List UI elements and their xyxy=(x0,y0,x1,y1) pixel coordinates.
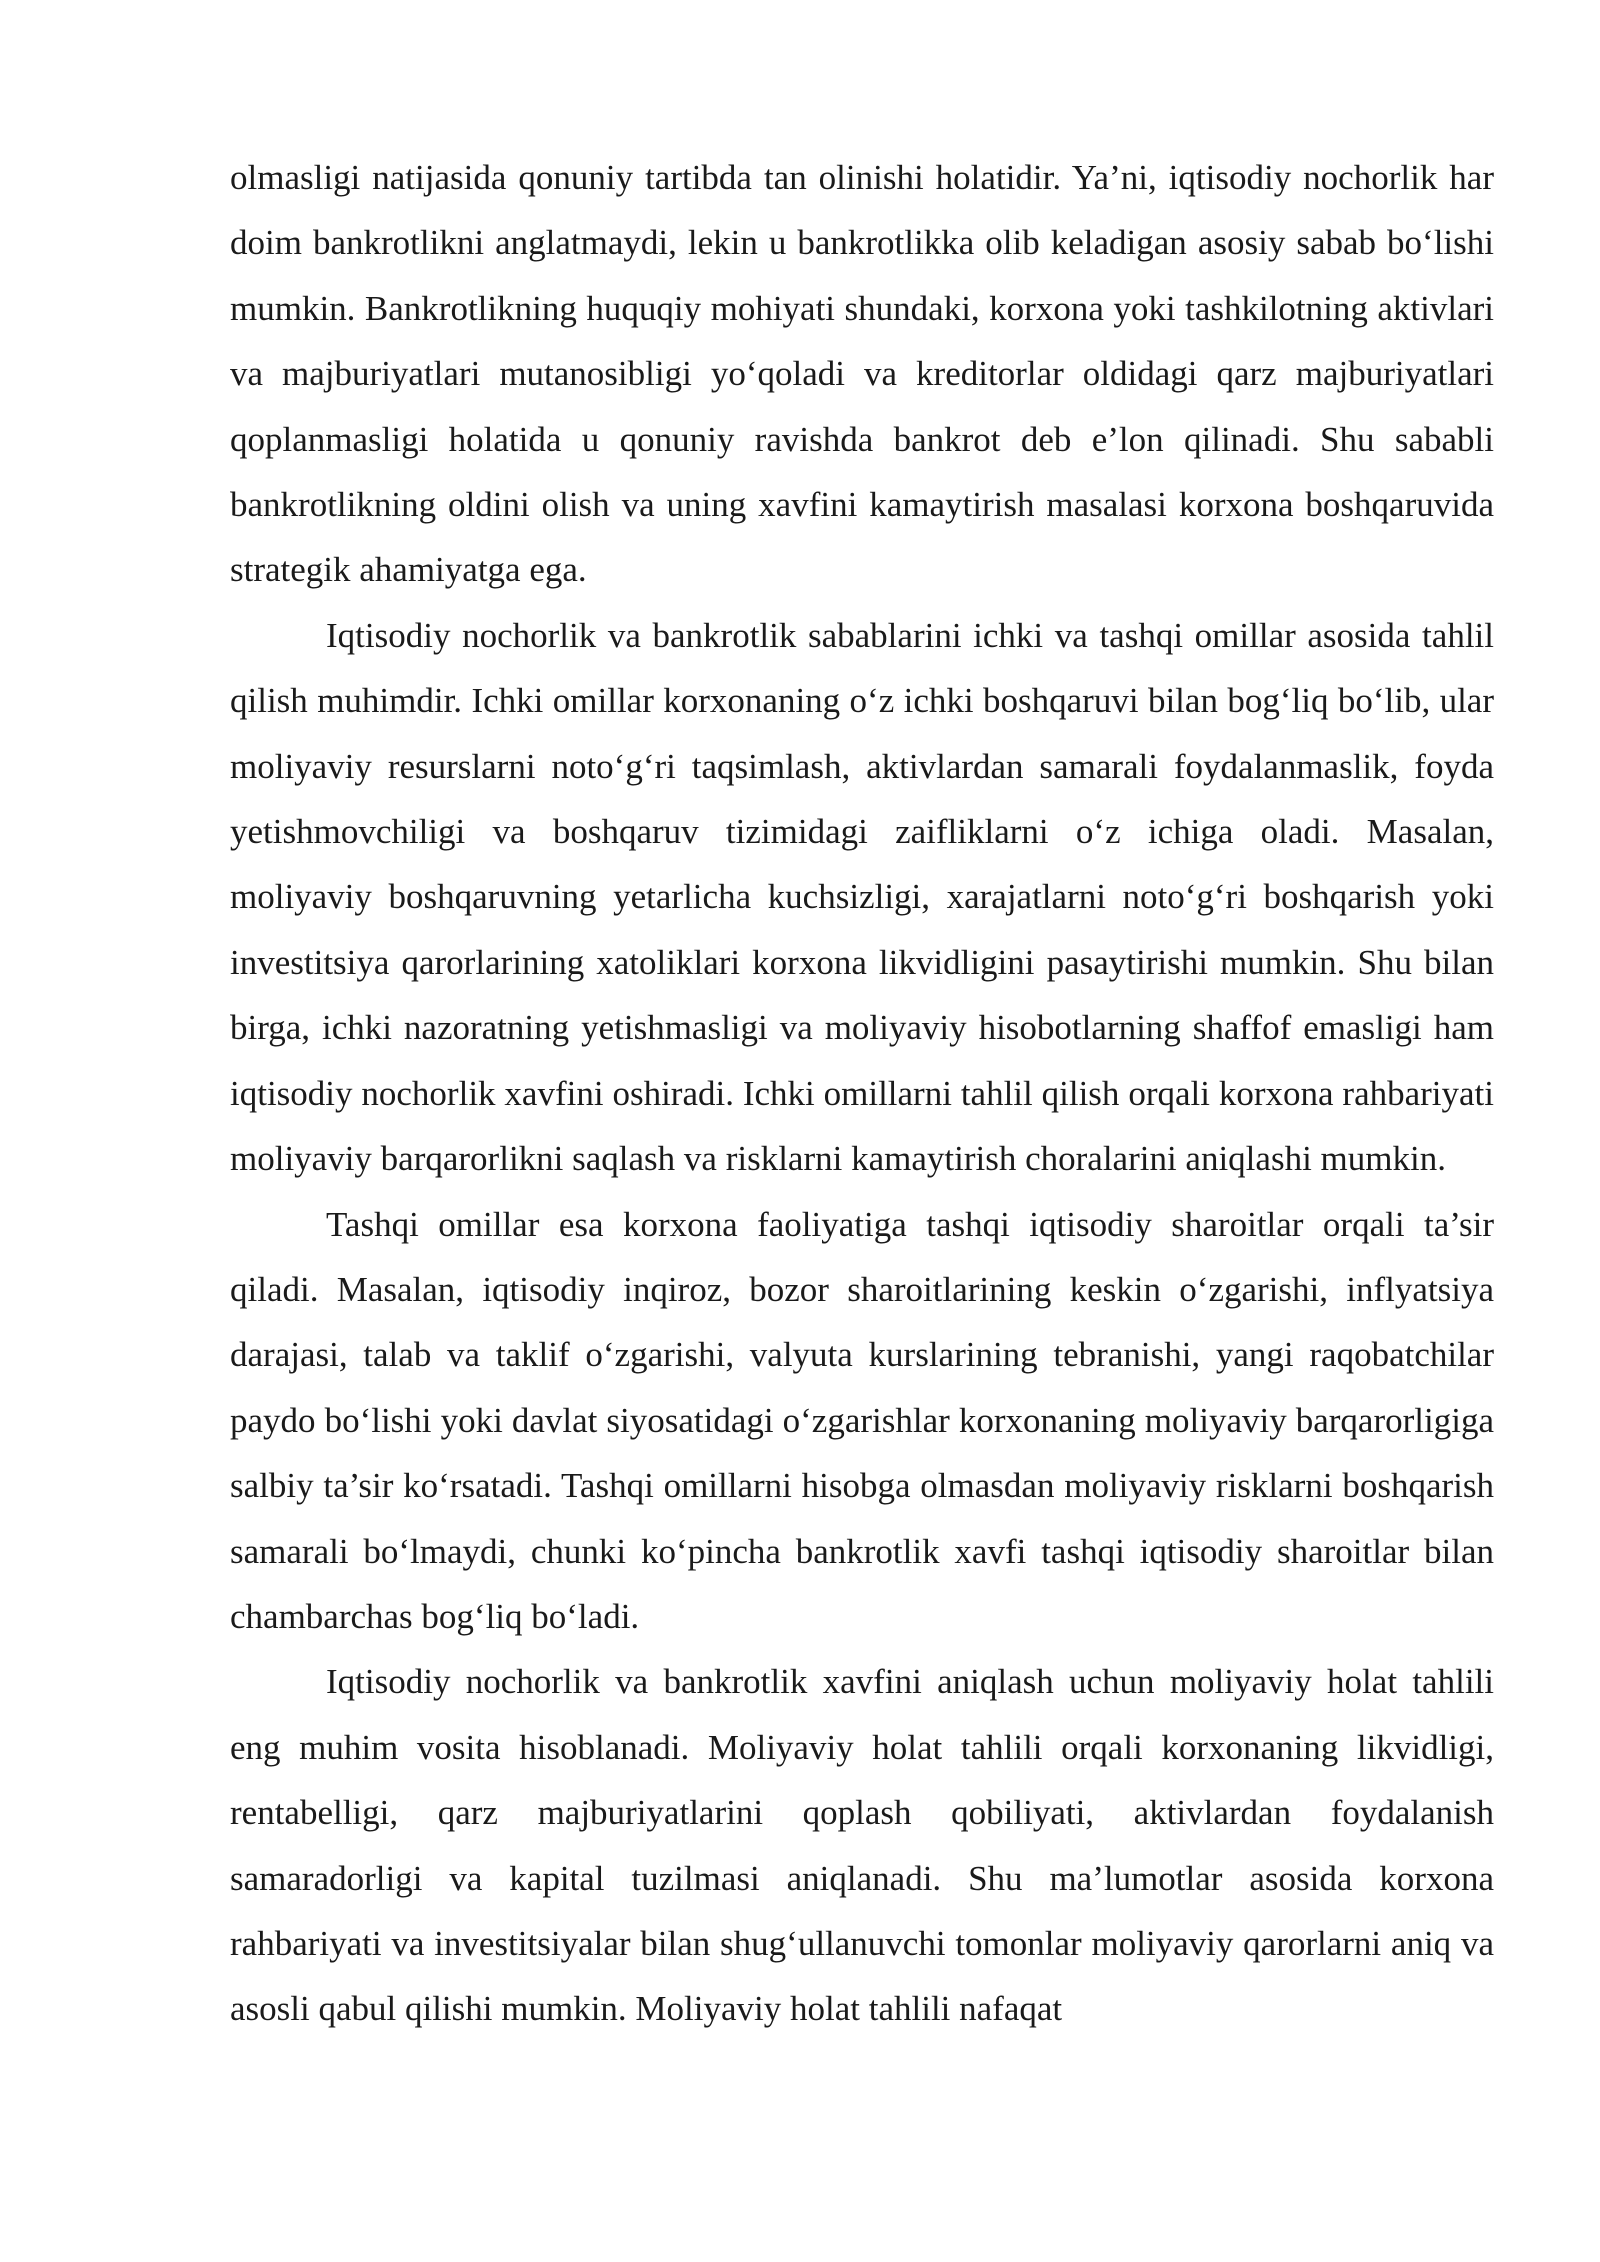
document-page xyxy=(230,145,1494,2042)
paragraph-4: Iqtisodiy nochorlik va bankrotlik xavfini aniqlash uchun moliyaviy holat tahlili eng muhim vosita hisoblanadi. Moliyaviy holat tahlili orqali korxonaning likvidligi, rentabelligi, qarz majburiyatlarini qoplash qobiliyati, aktivlardan foydalanish samaradorligi va kapital tuzilmasi aniqlanadi. Shu ma’lumotlar asosida korxona rahbariyati va investitsiyalar bilan shug‘ullanuvchi tomonlar moliyaviy qarorlarni aniq va asosli qabul qilishi mumkin. Moliyaviy holat tahlili nafaqat xyxy=(230,1662,1494,2029)
paragraph-3: Tashqi omillar esa korxona faoliyatiga tashqi iqtisodiy sharoitlar orqali ta’sir qiladi. Masalan, iqtisodiy inqiroz, bozor sharoitlarining keskin o‘zgarishi, inflyatsiya darajasi, talab va taklif o‘zgarishi, valyuta kurslarining tebranishi, yangi raqobatchilar paydo bo‘lishi yoki davlat siyosatidagi o‘zgarishlar korxonaning moliyaviy barqarorligiga salbiy ta’sir ko‘rsatadi. Tashqi omillarni hisobga olmasdan moliyaviy risklarni boshqarish samarali bo‘lmaydi, chunki ko‘pincha bankrotlik xavfi tashqi iqtisodiy sharoitlar bilan chambarchas bog‘liq bo‘ladi. xyxy=(230,1204,1494,1636)
paragraph-1: olmasligi natijasida qonuniy tartibda tan olinishi holatidir. Ya’ni, iqtisodiy nochorlik har doim bankrotlikni anglatmaydi, lekin u bankrotlikka olib keladigan asosiy sabab bo‘lishi mumkin. Bankrotlikning huquqiy mohiyati shundaki, korxona yoki tashkilotning aktivlari va majburiyatlari mutanosibligi yo‘qoladi va kreditorlar oldidagi qarz majburiyatlari qoplanmasligi holatida u qonuniy ravishda bankrot deb e’lon qilinadi. Shu sababli bankrotlikning oldini olish va uning xavfini kamaytirish masalasi korxona boshqaruvida strategik ahamiyatga ega. xyxy=(230,158,1494,590)
paragraph-2: Iqtisodiy nochorlik va bankrotlik sabablarini ichki va tashqi omillar asosida tahlil qilish muhimdir. Ichki omillar korxonaning o‘z ichki boshqaruvi bilan bog‘liq bo‘lib, ular moliyaviy resurslarni noto‘g‘ri taqsimlash, aktivlardan samarali foydalanmaslik, foyda yetishmovchiligi va boshqaruv tizimidagi zaifliklarni o‘z ichiga oladi. Masalan, moliyaviy boshqaruvning yetarlicha kuchsizligi, xarajatlarni noto‘g‘ri boshqarish yoki investitsiya qarorlarining xatoliklari korxona likvidligini pasaytirishi mumkin. Shu bilan birga, ichki nazoratning yetishmasligi va moliyaviy hisobotlarning shaffof emasligi ham iqtisodiy nochorlik xavfini oshiradi. Ichki omillarni tahlil qilish orqali korxona rahbariyati moliyaviy barqarorlikni saqlash va risklarni kamaytirish choralarini aniqlashi mumkin. xyxy=(230,615,1494,1179)
